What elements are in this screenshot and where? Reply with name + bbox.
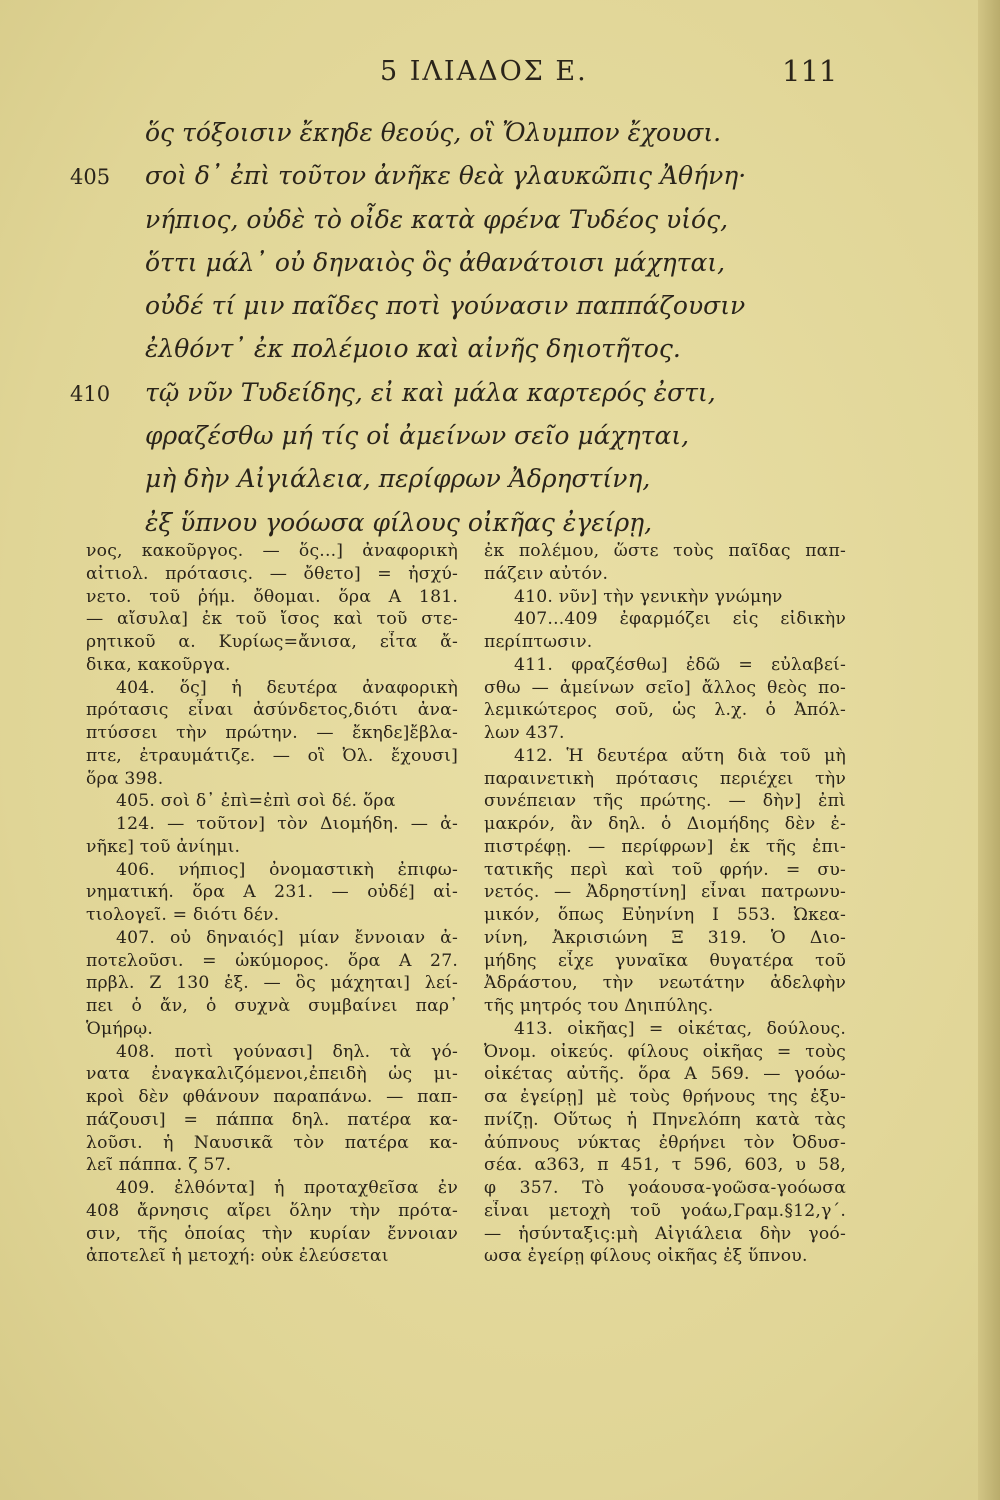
- verse-line: [70, 378, 930, 421]
- commentary-line: ωσα ἐγείρῃ φίλους οἰκῆας ἐξ ὕπνου.: [484, 1246, 808, 1267]
- commentary-line: λων 437.: [484, 723, 565, 743]
- commentary-line: ἐκ πολέμου, ὥστε τοὺς παῖδας παπ-: [484, 541, 846, 561]
- verse-text: τῷ νῦν Τυδείδης, εἰ καὶ μάλα καρτερός ἐστι,: [145, 377, 716, 407]
- commentary-line: μακρόν, ἂν δηλ. ὁ Διομήδης δὲν ἐ-: [484, 814, 846, 834]
- commentary-line: εἶναι μετοχὴ τοῦ γοάω,Γραμ.§12,γ΄.: [484, 1200, 846, 1221]
- commentary-line: τατικῆς περὶ καὶ τοῦ φρήν. = συ-: [484, 859, 846, 880]
- commentary-line: ἀποτελεῖ ἡ μετοχή: οὐκ ἐλεύσεται: [86, 1246, 389, 1267]
- commentary-line: πτύσσει τὴν πρώτην. — ἔκηδε]ἔβλα-: [86, 723, 458, 743]
- commentary-line: δικα, κακοῦργα.: [86, 654, 231, 675]
- commentary-line: πτε, ἐτραυμάτιζε. — οἳ Ὀλ. ἔχουσι]: [86, 745, 458, 766]
- commentary-line: λεμικώτερος σοῦ, ὡς λ.χ. ὁ Ἀπόλ-: [484, 700, 846, 721]
- commentary-line: ποτελοῦσι. = ὠκύμορος. ὅρα Α 27.: [86, 950, 458, 971]
- verse-text: ἐλθόντ᾽ ἐκ πολέμοιο καὶ αἰνῆς δηιοτῆτος.: [145, 334, 681, 364]
- verse-line: [70, 205, 930, 248]
- verse-line: [70, 161, 930, 204]
- verse-text: ὅττι μάλ᾽ οὐ δηναιὸς ὃς ἀθανάτοισι μάχηται,: [145, 247, 726, 277]
- verse-text: μὴ δὴν Αἰγιάλεια, περίφρων Ἀδρηστίνη,: [145, 464, 651, 494]
- commentary-line: λοῦσι. ἡ Ναυσικᾶ τὸν πατέρα κα-: [86, 1132, 458, 1153]
- verse-line: [70, 291, 930, 334]
- commentary-line: 407...409 ἐφαρμόζει εἰς εἰδικὴν: [514, 609, 846, 630]
- verse-line: [70, 464, 930, 507]
- commentary-line: περίπτωσιν.: [484, 632, 593, 652]
- commentary-line: 406. νήπιος] ὀνομαστικὴ ἐπιφω-: [116, 859, 458, 880]
- commentary-line: 124. — τοῦτον] τὸν Διομήδη. — ἀ-: [116, 814, 458, 834]
- verse-line: [70, 118, 930, 161]
- commentary-line: φ 357. Τὸ γοάουσα-γοῶσα-γοόωσα: [484, 1178, 846, 1198]
- commentary-line: παραινετικὴ πρότασις περιέχει τὴν: [484, 768, 846, 789]
- commentary-line: σέα. α363, π 451, τ 596, 603, υ 58,: [484, 1155, 846, 1176]
- commentary-line: αἰτιολ. πρότασις. — ὄθετο] = ἠσχύ-: [86, 563, 458, 584]
- verse-number: 405: [70, 165, 111, 190]
- commentary-line: Ὁμήρῳ.: [86, 1018, 154, 1039]
- commentary-line: Ἀδράστου, τὴν νεωτάτην ἀδελφὴν: [484, 973, 846, 994]
- commentary-line: 410. νῦν] τὴν γενικὴν γνώμην: [514, 586, 783, 607]
- commentary-line: νῆκε] τοῦ ἀνίημι.: [86, 836, 241, 857]
- commentary-left-column: [86, 540, 458, 1268]
- commentary-line: 413. οἰκῆας] = οἰκέτας, δούλους.: [514, 1018, 846, 1039]
- running-title: 5 ΙΛΙΑΔΟΣ Ε.: [380, 56, 588, 87]
- page-edge: [978, 0, 1000, 1500]
- commentary-line: μικόν, ὅπως Εὐηνίνη Ι 553. Ὠκεα-: [484, 905, 846, 925]
- commentary-line: 411. φραζέσθω] ἐδῶ = εὐλαβεί-: [514, 654, 846, 675]
- commentary-line: — αἴσυλα] ἐκ τοῦ ἴσος καὶ τοῦ στε-: [86, 609, 458, 630]
- commentary-line: νετο. τοῦ ῥήμ. ὄθομαι. ὅρα Α 181.: [86, 586, 458, 607]
- commentary-line: πάζουσι] = πάππα δηλ. πατέρα κα-: [86, 1109, 458, 1130]
- commentary-line: νατα ἐναγκαλιζόμενοι,ἐπειδὴ ὡς μι-: [86, 1064, 458, 1085]
- commentary-line: νίνη, Ἀκρισιώνη Ξ 319. Ὁ Διο-: [484, 927, 846, 948]
- commentary-line: κροὶ δὲν φθάνουν παραπάνω. — παπ-: [86, 1087, 458, 1107]
- commentary-line: νηματική. ὅρα Α 231. — οὐδέ] αἰ-: [86, 882, 458, 903]
- verse-line: [70, 421, 930, 464]
- commentary-line: — ἡσύνταξις:μὴ Αἰγιάλεια δὴν γοό-: [484, 1223, 846, 1244]
- verse-text: ἐξ ὕπνου γοόωσα φίλους οἰκῆας ἐγείρῃ,: [145, 507, 653, 537]
- commentary-line: πει ὁ ἄν, ὁ συχνὰ συμβαίνει παρ᾽: [86, 996, 458, 1016]
- commentary-line: νετός. — Ἀδρηστίνη] εἶναι πατρωνυ-: [484, 882, 846, 903]
- commentary-line: πάζειν αὐτόν.: [484, 563, 609, 584]
- page-header: [0, 52, 1000, 92]
- commentary-line: πιστρέφῃ. — περίφρων] ἐκ τῆς ἐπι-: [484, 836, 846, 857]
- commentary-line: σθω — ἀμείνων σεῖο] ἄλλος θεὸς πο-: [484, 677, 846, 698]
- commentary-line: νος, κακοῦργος. — ὅς...] ἀναφορικὴ: [86, 541, 458, 561]
- commentary-line: σα ἐγείρῃ] μὲ τοὺς θρήνους της ἐξυ-: [484, 1087, 846, 1107]
- page-number: 111: [782, 54, 838, 88]
- verse-text: φραζέσθω μή τίς οἱ ἀμείνων σεῖο μάχηται,: [145, 421, 690, 451]
- commentary-line: μήδης εἶχε γυναῖκα θυγατέρα τοῦ: [484, 950, 846, 971]
- commentary-line: πρότασις εἶναι ἀσύνδετος,διότι ἀνα-: [86, 700, 458, 721]
- commentary-line: πνίζῃ. Οὕτως ἡ Πηνελόπη κατὰ τὰς: [484, 1109, 846, 1130]
- commentary-line: τῆς μητρός του Δηιπύλης.: [484, 996, 714, 1016]
- commentary-line: 409. ἐλθόντα] ἡ προταχθεῖσα ἐν: [116, 1178, 458, 1198]
- verse-block: [70, 118, 930, 551]
- verse-line: [70, 248, 930, 291]
- commentary-line: ὅρα 398.: [86, 768, 164, 789]
- verse-text: ὅς τόξοισιν ἔκηδε θεούς, οἳ Ὄλυμπον ἔχουσι.: [145, 118, 722, 147]
- verse-line: [70, 334, 930, 377]
- commentary-line: 408. ποτὶ γούνασι] δηλ. τὰ γό-: [116, 1041, 458, 1062]
- commentary-line: 404. ὅς] ἡ δευτέρα ἀναφορικὴ: [116, 677, 458, 698]
- verse-text: οὐδέ τί μιν παῖδες ποτὶ γούνασιν παππάζουσιν: [145, 291, 746, 321]
- commentary-line: πρβλ. Ζ 130 ἑξ. — ὃς μάχηται] λεί-: [86, 973, 458, 994]
- commentary-right-column: [484, 540, 846, 1268]
- commentary-line: 412. Ἡ δευτέρα αὕτη διὰ τοῦ μὴ: [514, 745, 846, 766]
- commentary-line: ἀύπνους νύκτας ἐθρήνει τὸν Ὀδυσ-: [484, 1132, 846, 1153]
- commentary-line: λεῖ πάππα. ζ 57.: [86, 1155, 232, 1176]
- verse-text: νήπιος, οὐδὲ τὸ οἶδε κατὰ φρένα Τυδέος υἱός,: [145, 204, 729, 234]
- commentary-line: οἰκέτας αὐτῆς. ὅρα Α 569. — γοόω-: [484, 1064, 846, 1085]
- commentary-line: Ὀνομ. οἰκεύς. φίλους οἰκῆας = τοὺς: [484, 1041, 846, 1062]
- commentary-line: ρητικοῦ α. Κυρίως=ἄνισα, εἶτα ἄ-: [86, 632, 458, 652]
- commentary-line: 408 ἄρνησις αἴρει ὅλην τὴν πρότα-: [86, 1200, 458, 1221]
- commentary-line: σιν, τῆς ὁποίας τὴν κυρίαν ἔννοιαν: [86, 1223, 458, 1244]
- verse-number: 410: [70, 381, 111, 406]
- commentary-line: συνέπειαν τῆς πρώτης. — δὴν] ἐπὶ: [484, 791, 846, 812]
- verse-text: σοὶ δ᾽ ἐπὶ τοῦτον ἀνῆκε θεὰ γλαυκῶπις Ἀθήνη·: [145, 161, 747, 191]
- commentary-line: 407. οὐ δηναιός] μίαν ἔννοιαν ἀ-: [116, 927, 458, 948]
- commentary-line: 405. σοὶ δ᾽ ἐπὶ=ἐπὶ σοὶ δέ. ὅρα: [116, 791, 396, 812]
- commentary-line: τιολογεῖ. = διότι δέν.: [86, 905, 280, 925]
